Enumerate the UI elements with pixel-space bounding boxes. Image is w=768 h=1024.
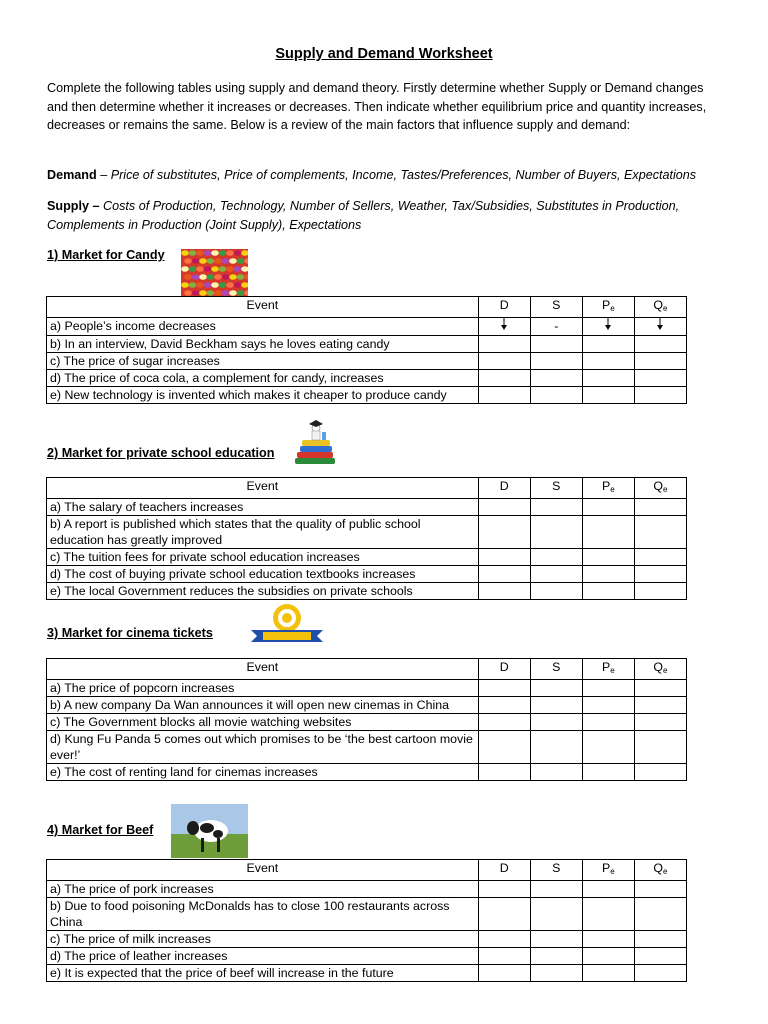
table-row	[47, 714, 687, 731]
demand-answer-cell[interactable]	[478, 898, 530, 931]
quantity-answer-cell[interactable]	[634, 948, 686, 965]
jelly-bean	[196, 250, 204, 256]
demand-answer-cell[interactable]	[478, 583, 530, 600]
event-header: Event	[47, 659, 479, 680]
quantity-answer-cell[interactable]	[634, 549, 686, 566]
price-answer-cell[interactable]	[582, 318, 634, 336]
demand-answer-cell[interactable]	[478, 697, 530, 714]
quantity-answer-cell[interactable]	[634, 697, 686, 714]
jelly-bean	[226, 282, 234, 288]
supply-answer-cell[interactable]	[530, 566, 582, 583]
demand-header: D	[478, 659, 530, 680]
market-table	[46, 658, 687, 781]
demand-answer-cell[interactable]	[478, 499, 530, 516]
jelly-bean	[199, 290, 207, 296]
price-answer-cell[interactable]	[582, 898, 634, 931]
price-answer-cell[interactable]	[582, 881, 634, 898]
event-cell: e) New technology is invented which makes it cheaper to produce candy	[47, 387, 479, 404]
jelly-bean	[226, 266, 234, 272]
table-row	[47, 516, 687, 549]
quantity-answer-cell[interactable]	[634, 370, 686, 387]
demand-answer-cell[interactable]	[478, 353, 530, 370]
jelly-bean	[192, 274, 200, 280]
jelly-bean	[181, 282, 189, 288]
event-cell: c) The Government blocks all movie watching websites	[47, 714, 479, 731]
market-table	[46, 477, 687, 600]
quantity-answer-cell[interactable]	[634, 318, 686, 336]
price-answer-cell[interactable]	[582, 680, 634, 697]
table-row	[47, 583, 687, 600]
event-header: Event	[47, 478, 479, 499]
quantity-header: $Q_e$	[634, 659, 686, 680]
demand-answer-cell[interactable]	[478, 764, 530, 781]
quantity-header: $Q_e$	[634, 478, 686, 499]
jelly-bean	[226, 250, 234, 256]
intro-paragraph: Complete the following tables using supply and demand theory. Firstly determine whether Supply or Demand changes and then determine whether it increases or decreases. Then indicate whether equilibrium price and quantity increases, decreases or remains the same. Below is a review of the main factors that influence supply and demand:	[47, 81, 707, 133]
jelly-bean	[204, 250, 212, 256]
jelly-bean	[181, 250, 189, 256]
supply-answer-cell[interactable]	[530, 336, 582, 353]
quantity-header: $Q_e$	[634, 297, 686, 318]
jelly-bean	[204, 266, 212, 272]
supply-answer-cell[interactable]	[530, 948, 582, 965]
event-cell: d) Kung Fu Panda 5 comes out which promises to be ‘the best cartoon movie ever!’	[47, 731, 479, 764]
cow-image	[171, 804, 248, 858]
jelly-bean	[237, 274, 245, 280]
jelly-bean	[207, 290, 215, 296]
jelly-bean	[237, 258, 245, 264]
demand-answer-cell[interactable]	[478, 965, 530, 982]
supply-answer-cell[interactable]	[530, 549, 582, 566]
jelly-bean	[219, 266, 227, 272]
quantity-answer-cell[interactable]	[634, 731, 686, 764]
jelly-bean	[219, 282, 227, 288]
graduate-books-image	[291, 418, 339, 468]
jelly-bean	[199, 274, 207, 280]
jelly-bean	[211, 250, 219, 256]
event-header: Event	[47, 297, 479, 318]
table-row	[47, 549, 687, 566]
price-answer-cell[interactable]	[582, 714, 634, 731]
supply-answer-cell[interactable]: -	[530, 318, 582, 336]
supply-answer-cell[interactable]	[530, 931, 582, 948]
quantity-answer-cell[interactable]	[634, 931, 686, 948]
supply-answer-cell[interactable]	[530, 764, 582, 781]
down-arrow-icon	[499, 318, 509, 331]
event-cell: d) The price of coca cola, a complement for candy, increases	[47, 370, 479, 387]
jelly-bean	[214, 290, 222, 296]
jelly-bean	[181, 266, 189, 272]
jelly-bean	[219, 250, 227, 256]
event-cell: a) The salary of teachers increases	[47, 499, 479, 516]
price-answer-cell[interactable]	[582, 948, 634, 965]
jelly-bean	[222, 258, 230, 264]
event-cell: b) A new company Da Wan announces it will open new cinemas in China	[47, 697, 479, 714]
jelly-bean	[222, 290, 230, 296]
demand-answer-cell[interactable]	[478, 387, 530, 404]
quantity-answer-cell[interactable]	[634, 336, 686, 353]
section-heading: 1) Market for Candy	[47, 248, 165, 262]
quantity-answer-cell[interactable]	[634, 965, 686, 982]
jelly-bean	[211, 282, 219, 288]
supply-answer-cell[interactable]	[530, 898, 582, 931]
supply-header: S	[530, 297, 582, 318]
jelly-bean	[211, 266, 219, 272]
demand-factors-text: Price of substitutes, Price of complements, Income, Tastes/Preferences, Number of Buyers, Expectations	[110, 168, 697, 182]
event-cell: c) The price of milk increases	[47, 931, 479, 948]
demand-answer-cell[interactable]	[478, 731, 530, 764]
event-cell: e) The local Government reduces the subsidies on private schools	[47, 583, 479, 600]
price-header: $P_e$	[582, 659, 634, 680]
price-answer-cell[interactable]	[582, 516, 634, 549]
demand-answer-cell[interactable]	[478, 318, 530, 336]
demand-answer-cell[interactable]	[478, 714, 530, 731]
supply-answer-cell[interactable]	[530, 583, 582, 600]
demand-header: D	[478, 478, 530, 499]
event-cell: a) The price of pork increases	[47, 881, 479, 898]
price-header: $P_e$	[582, 478, 634, 499]
jelly-bean	[192, 290, 200, 296]
event-cell: d) The price of leather increases	[47, 948, 479, 965]
quantity-answer-cell[interactable]	[634, 353, 686, 370]
event-cell: a) The price of popcorn increases	[47, 680, 479, 697]
table-row	[47, 370, 687, 387]
event-cell: b) Due to food poisoning McDonalds has to close 100 restaurants across China	[47, 898, 479, 931]
table-row	[47, 764, 687, 781]
jelly-bean	[229, 258, 237, 264]
jelly-bean	[192, 258, 200, 264]
down-arrow-icon	[655, 318, 665, 331]
demand-answer-cell[interactable]	[478, 881, 530, 898]
quantity-answer-cell[interactable]	[634, 583, 686, 600]
supply-answer-cell[interactable]	[530, 516, 582, 549]
event-cell: b) A report is published which states that the quality of public school education has greatly improved	[47, 516, 479, 549]
jelly-bean	[207, 258, 215, 264]
price-answer-cell[interactable]	[582, 583, 634, 600]
demand-header: D	[478, 860, 530, 881]
table-row	[47, 353, 687, 370]
supply-answer-cell[interactable]	[530, 370, 582, 387]
demand-answer-cell[interactable]	[478, 566, 530, 583]
market-table	[46, 859, 687, 982]
price-answer-cell[interactable]	[582, 336, 634, 353]
jelly-bean	[184, 274, 192, 280]
market-table	[46, 296, 687, 404]
supply-factors	[47, 197, 719, 234]
event-cell: c) The price of sugar increases	[47, 353, 479, 370]
supply-answer-cell[interactable]	[530, 499, 582, 516]
jelly-beans-image	[181, 249, 248, 296]
jelly-bean	[214, 258, 222, 264]
demand-answer-cell[interactable]	[478, 516, 530, 549]
price-answer-cell[interactable]	[582, 549, 634, 566]
quantity-answer-cell[interactable]	[634, 881, 686, 898]
supply-factors-text: Costs of Production, Technology, Number of Sellers, Weather, Tax/Subsidies, Substitutes in Production, Complements in Production (Joint Supply), Expectations	[47, 199, 680, 232]
event-cell: e) The cost of renting land for cinemas increases	[47, 764, 479, 781]
table-row	[47, 881, 687, 898]
table-header-row	[47, 659, 687, 680]
price-header: $P_e$	[582, 297, 634, 318]
supply-header: S	[530, 659, 582, 680]
quantity-answer-cell[interactable]	[634, 898, 686, 931]
supply-answer-cell[interactable]	[530, 881, 582, 898]
jelly-bean	[184, 258, 192, 264]
supply-answer-cell[interactable]	[530, 387, 582, 404]
quantity-answer-cell[interactable]	[634, 714, 686, 731]
down-arrow-icon	[603, 318, 613, 331]
quantity-answer-cell[interactable]	[634, 516, 686, 549]
table-header-row	[47, 478, 687, 499]
dash: –	[100, 168, 108, 182]
price-answer-cell[interactable]	[582, 965, 634, 982]
event-cell: a) People’s income decreases	[47, 318, 479, 336]
price-answer-cell[interactable]	[582, 370, 634, 387]
demand-factors	[47, 166, 719, 185]
jelly-bean	[234, 266, 242, 272]
section-heading: 3) Market for cinema tickets	[47, 626, 213, 640]
demand-header: D	[478, 297, 530, 318]
table-row	[47, 948, 687, 965]
table-row	[47, 731, 687, 764]
quantity-answer-cell[interactable]	[634, 499, 686, 516]
jelly-bean	[229, 274, 237, 280]
table-row	[47, 898, 687, 931]
dash: –	[92, 199, 100, 213]
table-row	[47, 318, 687, 336]
demand-answer-cell[interactable]	[478, 931, 530, 948]
table-header-row	[47, 860, 687, 881]
price-header: $P_e$	[582, 860, 634, 881]
jelly-bean	[204, 282, 212, 288]
jelly-bean	[199, 258, 207, 264]
table-row	[47, 965, 687, 982]
jelly-bean	[214, 274, 222, 280]
event-cell: d) The cost of buying private school education textbooks increases	[47, 566, 479, 583]
quantity-header: $Q_e$	[634, 860, 686, 881]
jelly-bean	[196, 266, 204, 272]
supply-header: S	[530, 478, 582, 499]
section-heading: 2) Market for private school education	[47, 446, 275, 460]
price-answer-cell[interactable]	[582, 499, 634, 516]
demand-answer-cell[interactable]	[478, 680, 530, 697]
jelly-bean	[189, 282, 197, 288]
jelly-bean	[237, 290, 245, 296]
demand-answer-cell[interactable]	[478, 948, 530, 965]
section-heading: 4) Market for Beef	[47, 823, 154, 837]
price-answer-cell[interactable]	[582, 731, 634, 764]
table-row	[47, 387, 687, 404]
jelly-bean	[229, 290, 237, 296]
demand-answer-cell[interactable]	[478, 549, 530, 566]
supply-label: Supply	[47, 199, 89, 213]
jelly-bean	[184, 290, 192, 296]
quantity-answer-cell[interactable]	[634, 387, 686, 404]
supply-answer-cell[interactable]	[530, 680, 582, 697]
supply-answer-cell[interactable]	[530, 965, 582, 982]
cinema-logo-image	[249, 602, 325, 646]
jelly-bean	[196, 282, 204, 288]
price-answer-cell[interactable]	[582, 353, 634, 370]
event-header: Event	[47, 860, 479, 881]
jelly-bean	[222, 274, 230, 280]
price-answer-cell[interactable]	[582, 566, 634, 583]
table-row	[47, 499, 687, 516]
supply-answer-cell[interactable]	[530, 731, 582, 764]
table-row	[47, 566, 687, 583]
quantity-answer-cell[interactable]	[634, 680, 686, 697]
quantity-answer-cell[interactable]	[634, 566, 686, 583]
price-answer-cell[interactable]	[582, 387, 634, 404]
quantity-answer-cell[interactable]	[634, 764, 686, 781]
price-answer-cell[interactable]	[582, 931, 634, 948]
supply-answer-cell[interactable]	[530, 714, 582, 731]
event-cell: c) The tuition fees for private school education increases	[47, 549, 479, 566]
supply-answer-cell[interactable]	[530, 697, 582, 714]
table-row	[47, 931, 687, 948]
page-title: Supply and Demand Worksheet	[275, 46, 493, 62]
table-header-row	[47, 297, 687, 318]
event-cell: e) It is expected that the price of beef will increase in the future	[47, 965, 479, 982]
supply-answer-cell[interactable]	[530, 353, 582, 370]
supply-header: S	[530, 860, 582, 881]
jelly-bean	[234, 282, 242, 288]
jelly-bean	[189, 250, 197, 256]
jelly-bean	[189, 266, 197, 272]
table-row	[47, 697, 687, 714]
demand-answer-cell[interactable]	[478, 336, 530, 353]
demand-label: Demand	[47, 168, 97, 182]
jelly-bean	[234, 250, 242, 256]
jelly-bean	[207, 274, 215, 280]
price-answer-cell[interactable]	[582, 697, 634, 714]
price-answer-cell[interactable]	[582, 764, 634, 781]
table-row	[47, 680, 687, 697]
table-row	[47, 336, 687, 353]
event-cell: b) In an interview, David Beckham says he loves eating candy	[47, 336, 479, 353]
demand-answer-cell[interactable]	[478, 370, 530, 387]
